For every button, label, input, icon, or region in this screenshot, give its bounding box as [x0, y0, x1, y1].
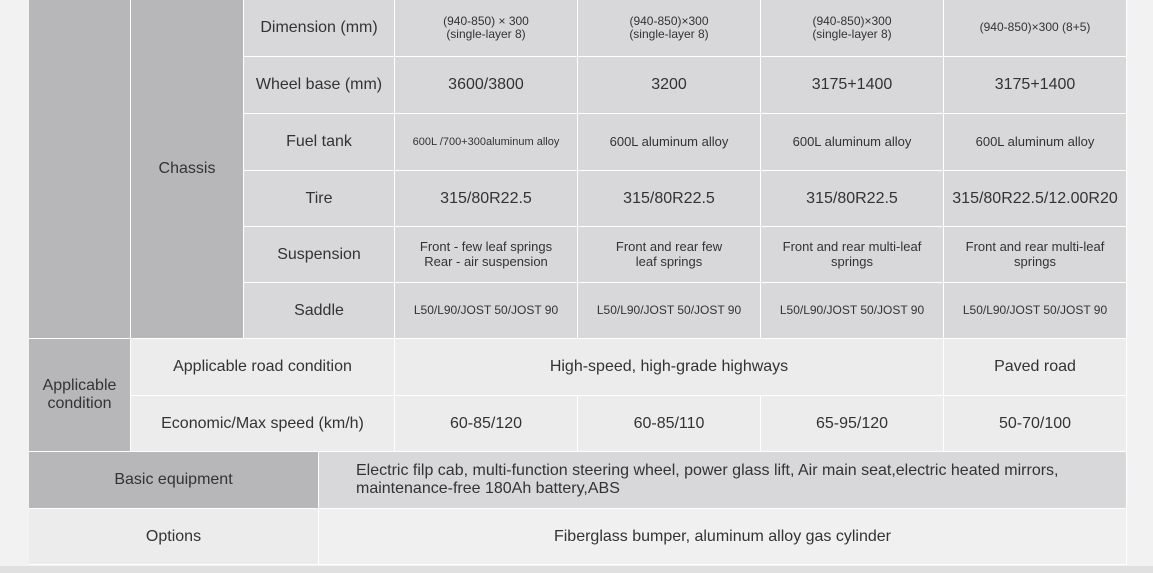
- suspension-value-1: Front - few leaf springs Rear - air suspension: [395, 227, 578, 283]
- speed-value-4: 50-70/100: [944, 396, 1127, 452]
- suspension-value-2: Front and rear few leaf springs: [578, 227, 761, 283]
- saddle-value-2: L50/L90/JOST 50/JOST 90: [578, 283, 761, 339]
- tire-value-3: 315/80R22.5: [761, 171, 944, 227]
- row-label-fuel-tank: Fuel tank: [244, 114, 395, 171]
- saddle-value-4: L50/L90/JOST 50/JOST 90: [944, 283, 1127, 339]
- dimension-value-2: (940-850)×300 (single-layer 8): [578, 0, 761, 57]
- suspension-value-4: Front and rear multi-leaf springs: [944, 227, 1127, 283]
- basic-equipment-label: Basic equipment: [29, 452, 319, 509]
- speed-value-2: 60-85/110: [578, 396, 761, 452]
- footer-strip: [0, 566, 1153, 573]
- road-condition-main: High-speed, high-grade highways: [395, 339, 944, 396]
- row-label-dimension: Dimension (mm): [244, 0, 395, 57]
- fuel-tank-value-1: 600L /700+300aluminum alloy: [395, 114, 578, 171]
- applicable-group-label: Applicable condition: [29, 339, 131, 452]
- dimension-value-3: (940-850)×300 (single-layer 8): [761, 0, 944, 57]
- tire-value-2: 315/80R22.5: [578, 171, 761, 227]
- spec-table: [29, 0, 1127, 565]
- wheel-base-value-2: 3200: [578, 57, 761, 114]
- row-label-tire: Tire: [244, 171, 395, 227]
- dimension-value-1: (940-850) × 300 (single-layer 8): [395, 0, 578, 57]
- speed-value-3: 65-95/120: [761, 396, 944, 452]
- dimension-value-4: (940-850)×300 (8+5): [944, 0, 1127, 57]
- suspension-value-3: Front and rear multi-leaf springs: [761, 227, 944, 283]
- options-value: Fiberglass bumper, aluminum alloy gas cylinder: [319, 509, 1127, 565]
- options-label: Options: [29, 509, 319, 565]
- road-condition-last: Paved road: [944, 339, 1127, 396]
- row-label-suspension: Suspension: [244, 227, 395, 283]
- tire-value-1: 315/80R22.5: [395, 171, 578, 227]
- wheel-base-value-1: 3600/3800: [395, 57, 578, 114]
- fuel-tank-value-3: 600L aluminum alloy: [761, 114, 944, 171]
- row-label-wheel-base: Wheel base (mm): [244, 57, 395, 114]
- basic-equipment-value: Electric filp cab, multi-function steering wheel, power glass lift, Air main seat,electric heated mirrors, maintenance-free 180Ah battery,ABS: [319, 452, 1127, 509]
- wheel-base-value-4: 3175+1400: [944, 57, 1127, 114]
- road-condition-label: Applicable road condition: [131, 339, 395, 396]
- tire-value-4: 315/80R22.5/12.00R20: [944, 171, 1127, 227]
- blank-group-cell: [29, 0, 131, 339]
- chassis-group-label: Chassis: [131, 0, 244, 339]
- wheel-base-value-3: 3175+1400: [761, 57, 944, 114]
- speed-label: Economic/Max speed (km/h): [131, 396, 395, 452]
- saddle-value-3: L50/L90/JOST 50/JOST 90: [761, 283, 944, 339]
- row-label-saddle: Saddle: [244, 283, 395, 339]
- fuel-tank-value-4: 600L aluminum alloy: [944, 114, 1127, 171]
- fuel-tank-value-2: 600L aluminum alloy: [578, 114, 761, 171]
- speed-value-1: 60-85/120: [395, 396, 578, 452]
- saddle-value-1: L50/L90/JOST 50/JOST 90: [395, 283, 578, 339]
